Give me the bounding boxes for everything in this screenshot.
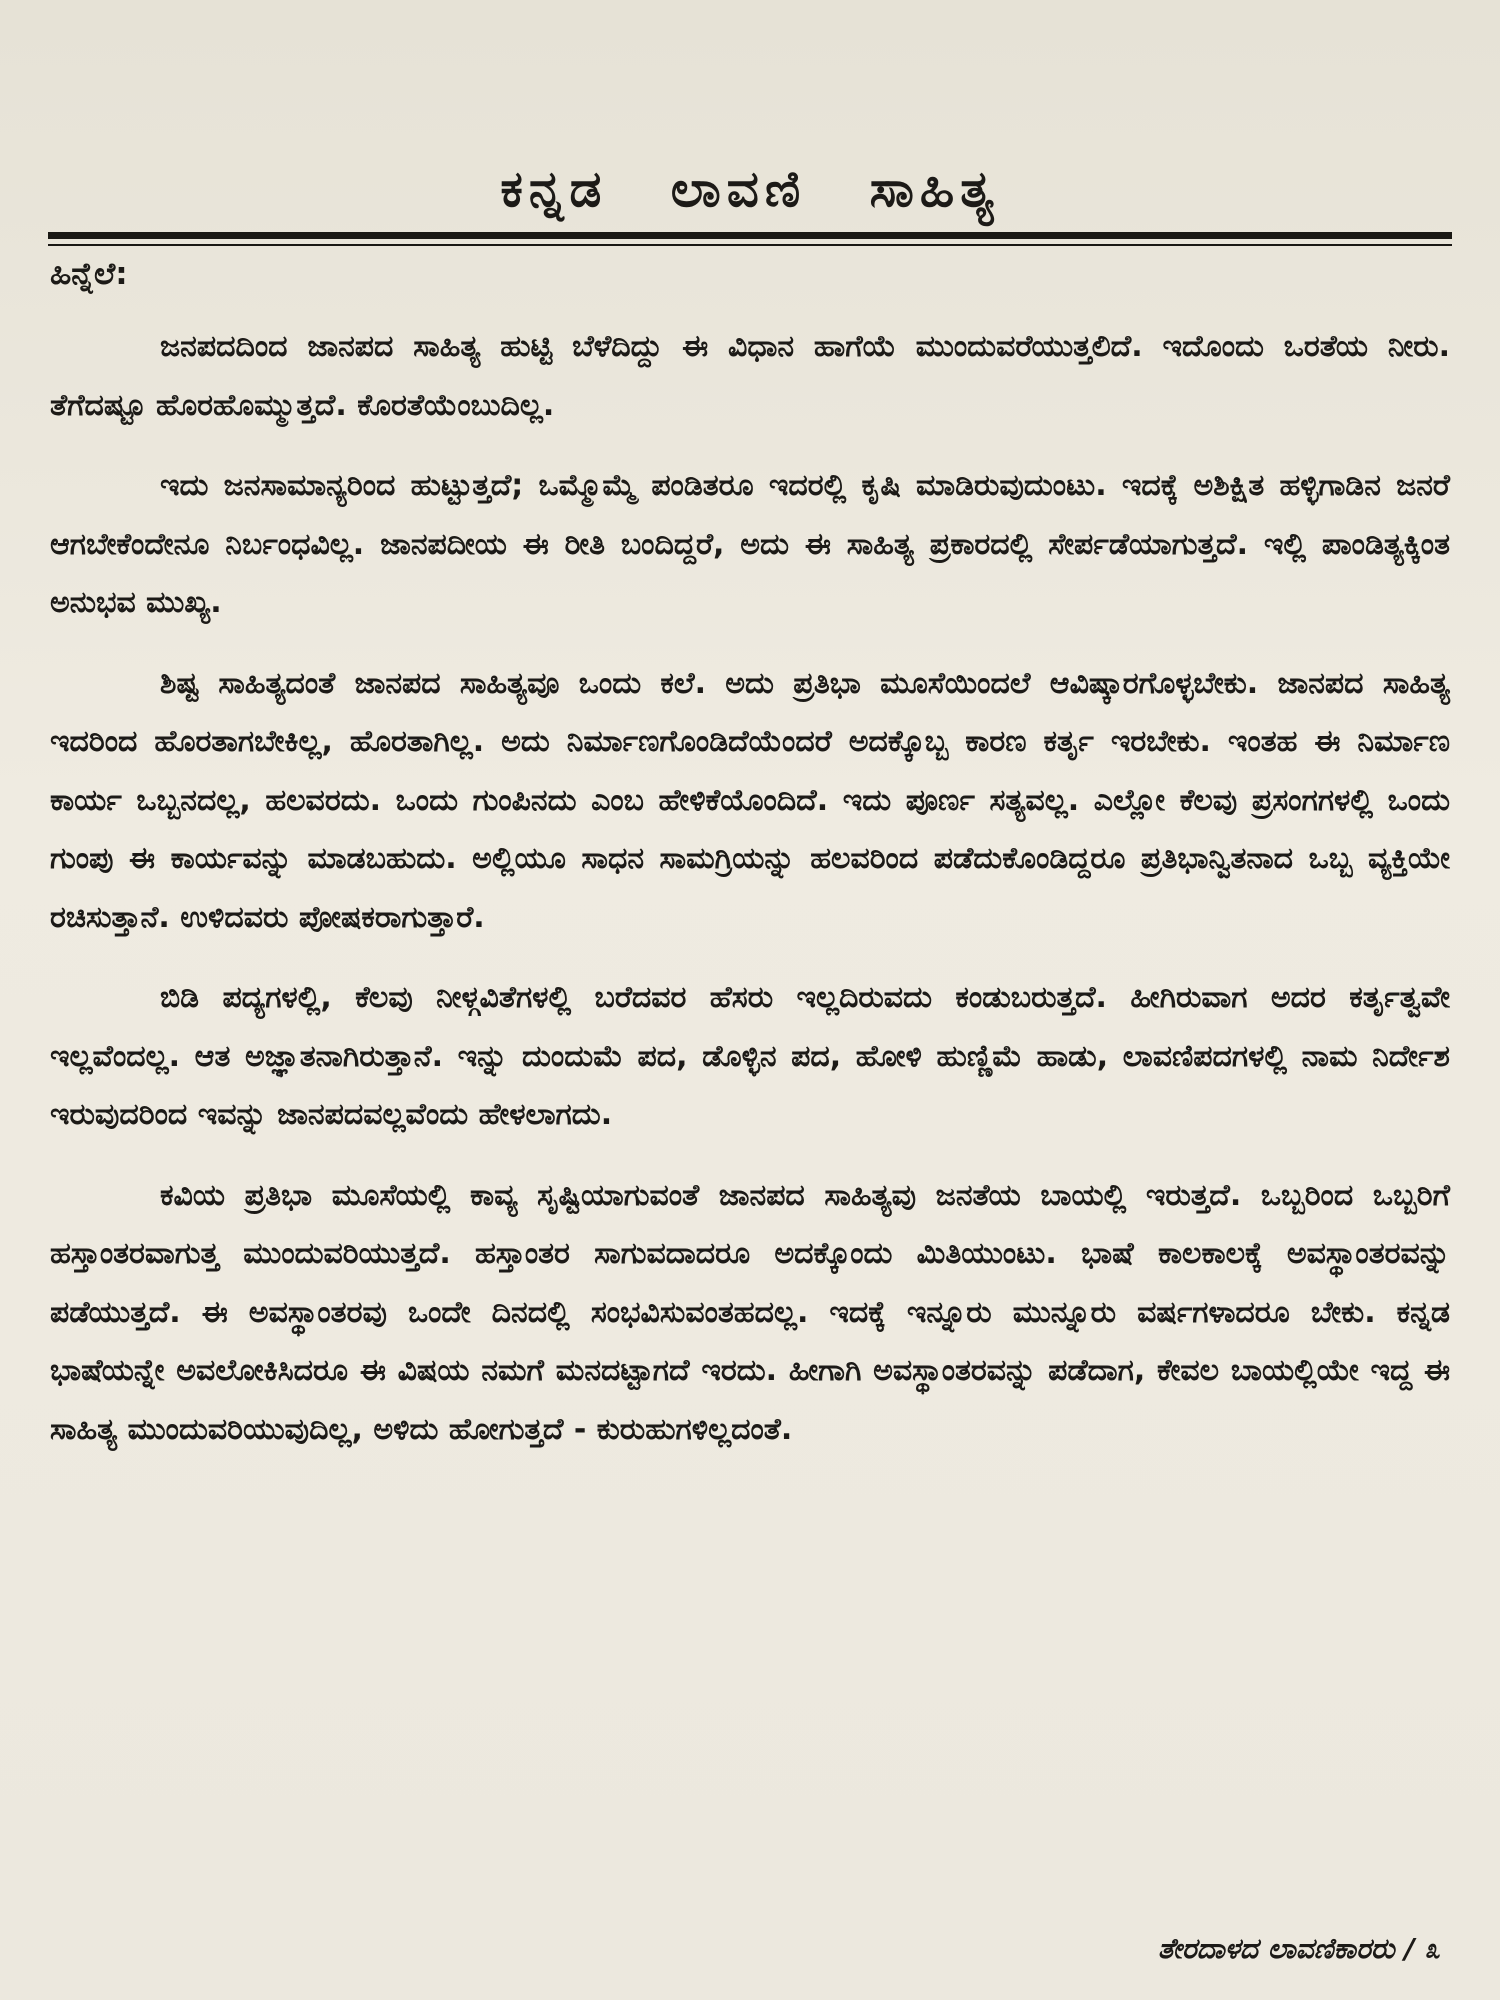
paragraph-2: ಇದು ಜನಸಾಮಾನ್ಯರಿಂದ ಹುಟ್ಟುತ್ತದೆ; ಒಮ್ಮೊಮ್ಮೆ ಪಂಡಿತರೂ ಇದರಲ್ಲಿ ಕೃಷಿ ಮಾಡಿರುವುದುಂಟು. ಇದಕ್ಕೆ ಅಶಿಕ್ಷಿತ ಹಳ್ಳಿಗಾಡಿನ ಜನರೆ ಆಗಬೇಕೆಂದೇನೂ ನಿರ್ಬಂಧವಿಲ್ಲ. ಜಾನಪದೀಯ ಈ ರೀತಿ ಬಂದಿದ್ದರೆ, ಅದು ಈ ಸಾಹಿತ್ಯ ಪ್ರಕಾರದಲ್ಲಿ ಸೇರ್ಪಡೆಯಾಗುತ್ತದೆ. ಇಲ್ಲಿ ಪಾಂಡಿತ್ಯಕ್ಕಿಂತ ಅನುಭವ ಮುಖ್ಯ. <box>50 468 1450 620</box>
paragraph-4: ಬಿಡಿ ಪದ್ಯಗಳಲ್ಲಿ, ಕೆಲವು ನೀಳ್ಗವಿತೆಗಳಲ್ಲಿ ಬರೆದವರ ಹೆಸರು ಇಲ್ಲದಿರುವದು ಕಂಡುಬರುತ್ತದೆ. ಹೀಗಿರುವಾಗ ಅದರ ಕರ್ತೃತ್ವವೇ ಇಲ್ಲವೆಂದಲ್ಲ. ಆತ ಅಜ್ಞಾತನಾಗಿರುತ್ತಾನೆ. ಇನ್ನು ದುಂದುಮೆ ಪದ, ಡೊಳ್ಳಿನ ಪದ, ಹೋಳಿ ಹುಣ್ಣಿಮೆ ಹಾಡು, ಲಾವಣಿಪದಗಳಲ್ಲಿ ನಾಮ ನಿರ್ದೇಶ ಇರುವುದರಿಂದ ಇವನ್ನು ಜಾನಪದವಲ್ಲವೆಂದು ಹೇಳಲಾಗದು. <box>50 980 1450 1132</box>
page-footer: ತೇರದಾಳದ ಲಾವಣಿಕಾರರು / ೩ <box>1157 1932 1440 1965</box>
title-rule-thin <box>48 244 1452 246</box>
title-rule-thick <box>48 232 1452 239</box>
paragraph-5: ಕವಿಯ ಪ್ರತಿಭಾ ಮೂಸೆಯಲ್ಲಿ ಕಾವ್ಯ ಸೃಷ್ಟಿಯಾಗುವಂತೆ ಜಾನಪದ ಸಾಹಿತ್ಯವು ಜನತೆಯ ಬಾಯಲ್ಲಿ ಇರುತ್ತದೆ. ಒಬ್ಬರಿಂದ ಒಬ್ಬರಿಗೆ ಹಸ್ತಾಂತರವಾಗುತ್ತ ಮುಂದುವರಿಯುತ್ತದೆ. ಹಸ್ತಾಂತರ ಸಾಗುವದಾದರೂ ಅದಕ್ಕೊಂದು ಮಿತಿಯುಂಟು. ಭಾಷೆ ಕಾಲಕಾಲಕ್ಕೆ ಅವಸ್ಥಾಂತರವನ್ನು ಪಡೆಯುತ್ತದೆ. ಈ ಅವಸ್ಥಾಂತರವು ಒಂದೇ ದಿನದಲ್ಲಿ ಸಂಭವಿಸುವಂತಹದಲ್ಲ. ಇದಕ್ಕೆ ಇನ್ನೂರು ಮುನ್ನೂರು ವರ್ಷಗಳಾದರೂ ಬೇಕು. ಕನ್ನಡ ಭಾಷೆಯನ್ನೇ ಅವಲೋಕಿಸಿದರೂ ಈ ವಿಷಯ ನಮಗೆ ಮನದಟ್ಟಾಗದೆ ಇರದು. ಹೀಗಾಗಿ ಅವಸ್ಥಾಂತರವನ್ನು ಪಡೆದಾಗ, ಕೇವಲ ಬಾಯಲ್ಲಿಯೇ ಇದ್ದ ಈ ಸಾಹಿತ್ಯ ಮುಂದುವರಿಯುವುದಿಲ್ಲ, ಅಳಿದು ಹೋಗುತ್ತದೆ - ಕುರುಹುಗಳಿಲ್ಲದಂತೆ. <box>50 1177 1450 1447</box>
paragraph-1: ಜನಪದದಿಂದ ಜಾನಪದ ಸಾಹಿತ್ಯ ಹುಟ್ಟಿ ಬೆಳೆದಿದ್ದು ಈ ವಿಧಾನ ಹಾಗೆಯೆ ಮುಂದುವರೆಯುತ್ತಲಿದೆ. ಇದೊಂದು ಒರತೆಯ ನೀರು. ತೆಗೆದಷ್ಟೂ ಹೊರಹೊಮ್ಮುತ್ತದೆ. ಕೊರತೆಯೆಂಬುದಿಲ್ಲ. <box>50 329 1450 423</box>
paragraph-3: ಶಿಷ್ಟ ಸಾಹಿತ್ಯದಂತೆ ಜಾನಪದ ಸಾಹಿತ್ಯವೂ ಒಂದು ಕಲೆ. ಅದು ಪ್ರತಿಭಾ ಮೂಸೆಯಿಂದಲೆ ಆವಿಷ್ಕಾರಗೊಳ್ಳಬೇಕು. ಜಾನಪದ ಸಾಹಿತ್ಯ ಇದರಿಂದ ಹೊರತಾಗಬೇಕಿಲ್ಲ, ಹೊರತಾಗಿಲ್ಲ. ಅದು ನಿರ್ಮಾಣಗೊಂಡಿದೆಯೆಂದರೆ ಅದಕ್ಕೊಬ್ಬ ಕಾರಣ ಕರ್ತೃ ಇರಬೇಕು. ಇಂತಹ ಈ ನಿರ್ಮಾಣ ಕಾರ್ಯ ಒಬ್ಬನದಲ್ಲ, ಹಲವರದು. ಒಂದು ಗುಂಪಿನದು ಎಂಬ ಹೇಳಿಕೆಯೊಂದಿದೆ. ಇದು ಪೂರ್ಣ ಸತ್ಯವಲ್ಲ. ಎಲ್ಲೋ ಕೆಲವು ಪ್ರಸಂಗಗಳಲ್ಲಿ ಒಂದು ಗುಂಪು ಈ ಕಾರ್ಯವನ್ನು ಮಾಡಬಹುದು. ಅಲ್ಲಿಯೂ ಸಾಧನ ಸಾಮಗ್ರಿಯನ್ನು ಹಲವರಿಂದ ಪಡೆದುಕೊಂಡಿದ್ದರೂ ಪ್ರತಿಭಾನ್ವಿತನಾದ ಒಬ್ಬ ವ್ಯಕ್ತಿಯೇ ರಚಿಸುತ್ತಾನೆ. ಉಳಿದವರು ಪೋಷಕರಾಗುತ್ತಾರೆ. <box>50 665 1450 935</box>
body-text <box>50 318 1450 1481</box>
page-title: ಕನ್ನಡ ಲಾವಣಿ ಸಾಹಿತ್ಯ <box>500 160 1000 218</box>
section-heading: ಹಿನ್ನೆಲೆ: <box>50 256 128 292</box>
